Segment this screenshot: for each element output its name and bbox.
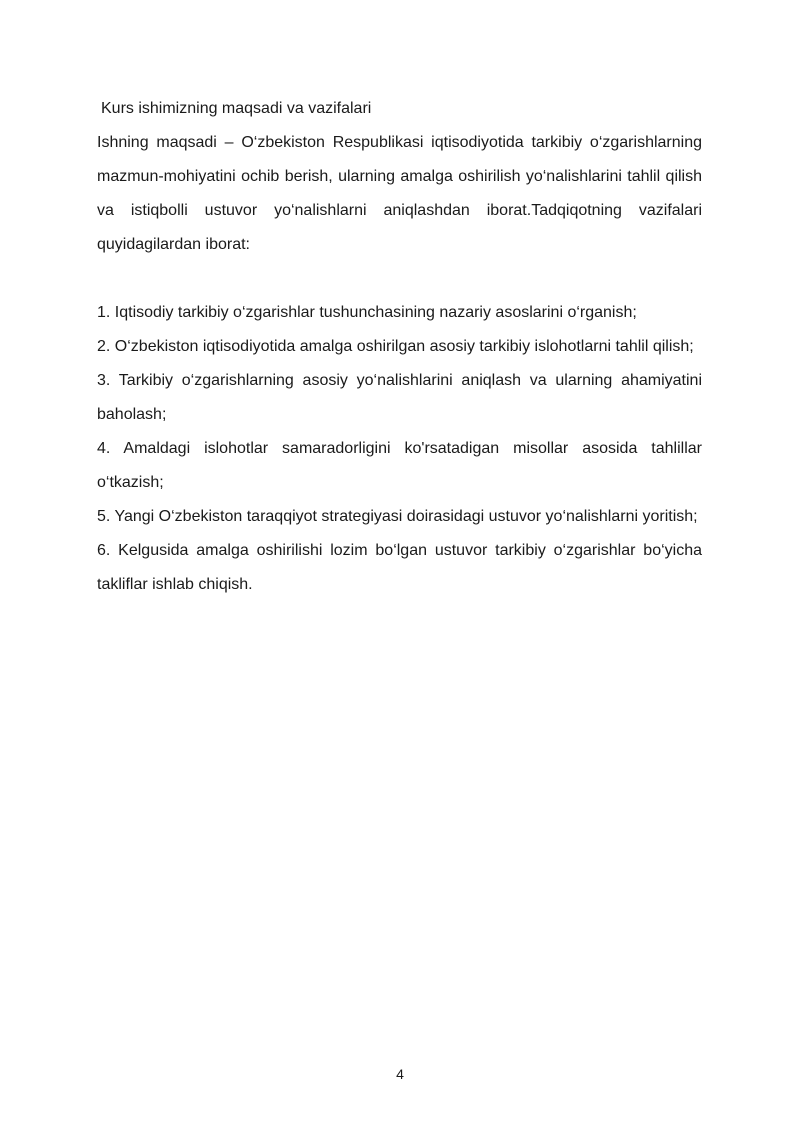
paragraph-spacer <box>97 262 702 296</box>
list-item: 2. O‘zbekiston iqtisodiyotida amalga oshirilgan asosiy tarkibiy islohotlarni tahlil qilish; <box>97 338 694 355</box>
list-item: 5. Yangi O‘zbekiston taraqqiyot strategiyasi doirasidagi ustuvor yo‘nalishlarni yoritish; <box>97 508 698 525</box>
list-item: 3. Tarkibiy o‘zgarishlarning asosiy yo‘nalishlarini aniqlash va ularning ahamiyatini baholash; <box>97 372 702 423</box>
list-item: 1. Iqtisodiy tarkibiy o‘zgarishlar tushunchasining nazariy asoslarini o‘rganish; <box>97 304 637 321</box>
list-item: 4. Amaldagi islohotlar samaradorligini ko'rsatadigan misollar asosida tahlillar o‘tkazish; <box>97 440 702 491</box>
page-number: 4 <box>396 1066 404 1082</box>
section-heading: Kurs ishimizning maqsadi va vazifalari <box>101 100 372 117</box>
page-content <box>97 92 702 602</box>
list-item: 6. Kelgusida amalga oshirilishi lozim bo‘lgan ustuvor tarkibiy o‘zgarishlar bo‘yicha takliflar ishlab chiqish. <box>97 542 702 593</box>
task-list <box>97 296 702 602</box>
intro-paragraph: Ishning maqsadi – O‘zbekiston Respublikasi iqtisodiyotida tarkibiy o‘zgarishlarning mazmun-mohiyatini ochib berish, ularning amalga oshirilish yo‘nalishlarini tahlil qilish va istiqbolli ustuvor yo‘nalishlarni aniqlashdan iborat.Tadqiqotning vazifalari quyidagilardan iborat: <box>97 134 702 253</box>
